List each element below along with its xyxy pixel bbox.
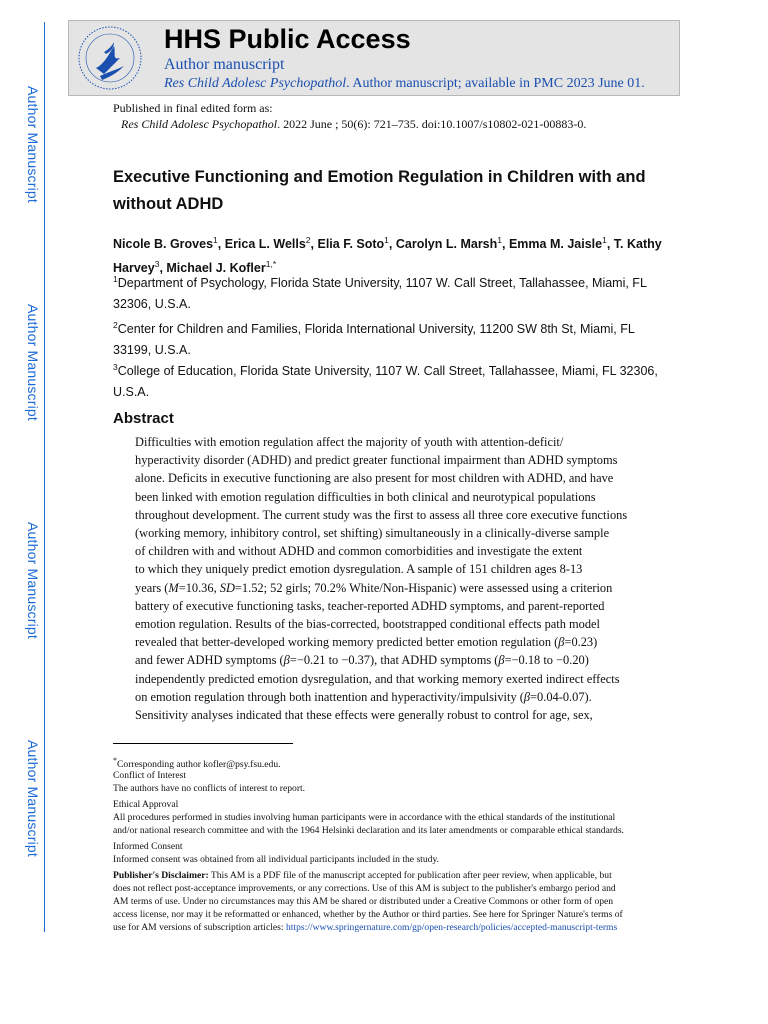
affiliation xyxy=(113,357,673,402)
abstract-line: Difficulties with emotion regulation affect the majority of youth with attention-deficit/ xyxy=(135,435,564,449)
author-name: T. Kathy Harvey xyxy=(113,237,662,276)
author-affiliation-sup: 1 xyxy=(213,235,218,245)
author-name: Emma M. Jaisle xyxy=(508,237,603,252)
author-affiliation-sup: 1 xyxy=(602,235,607,245)
author-affiliation-sup: 2 xyxy=(305,235,311,245)
hhs-eagle-logo-icon xyxy=(74,24,146,92)
abstract-line: independently predicted emotion dysregulation, and that working memory exerted indirect effects xyxy=(135,671,620,686)
affiliation xyxy=(113,315,673,360)
abstract-line: throughout development. The current study was the first to assess all three core executive functions xyxy=(135,507,628,522)
corresponding-mark: * xyxy=(113,756,117,765)
abstract-line: alone. Deficits in executive functioning are also present for most children with ADHD, and have xyxy=(135,471,614,486)
author-affiliation-sup: 3 xyxy=(154,259,160,270)
citation-details: . 2022 June ; 50(6): 721–735. doi:10.1007/s10802-021-00883-0. xyxy=(277,117,587,131)
abstract-line: been linked with emotion regulation difficulties in both clinical and neurotypical populations xyxy=(135,489,596,504)
affiliation-number: 3 xyxy=(113,362,118,372)
citation-journal: Res Child Adolesc Psychopathol xyxy=(121,117,278,131)
author-name: Michael J. Kofler xyxy=(166,261,266,276)
coi-heading: Conflict of Interest xyxy=(113,770,186,781)
author-affiliation-sup: 1 xyxy=(384,235,389,245)
abstract-line: on emotion regulation through both inattention and hyperactivity/impulsivity (β=0.04-0.07). xyxy=(135,689,592,704)
journal-availability xyxy=(164,76,645,92)
ethics-line: and/or national research committee and with the 1964 Helsinki declaration and its later amendments or comparable ethical standards. xyxy=(113,825,624,836)
abstract-line: revealed that better-developed working memory predicted better emotion regulation (β=0.23) xyxy=(135,635,598,650)
author-name: Carolyn L. Marsh xyxy=(395,237,498,252)
ethics-heading: Ethical Approval xyxy=(113,799,179,810)
availability-text: . Author manuscript; available in PMC 2023 June 01. xyxy=(346,76,645,91)
disclaimer-label: Publisher's Disclaimer: xyxy=(113,870,209,881)
side-rule xyxy=(44,22,45,932)
abstract-line: emotion regulation. Results of the bias-corrected, bootstrapped conditional effects path model xyxy=(135,617,600,632)
affiliation-number: 2 xyxy=(113,320,118,330)
journal-name: Res Child Adolesc Psychopathol xyxy=(164,76,347,91)
abstract-line: to which they uniquely predict emotion dysregulation. A sample of 151 children ages 8-13 xyxy=(135,562,583,577)
disclaimer-line: use for AM versions of subscription articles: xyxy=(113,922,286,933)
published-in-label: Published in final edited form as: xyxy=(113,101,273,115)
ethics-line: All procedures performed in studies involving human participants were in accordance with the ethical standards of the institutional xyxy=(113,812,616,823)
abstract-line: Sensitivity analyses indicated that these effects were generally robust to control for age, sex, xyxy=(135,708,593,723)
disclaimer-line: does not reflect post-acceptance improvements, or any corrections. Use of this AM is subject to the publisher's embargo period and xyxy=(113,883,616,894)
affiliation-text: College of Education, Florida State University, 1107 W. Call Street, Tallahassee, Miami, FL 32306, U.S.A. xyxy=(113,364,658,399)
side-author-manuscript-label: Author Manuscript xyxy=(25,304,41,422)
article-title: Executive Functioning and Emotion Regulation in Children with and without ADHD xyxy=(113,168,646,213)
affiliation-number: 1 xyxy=(113,274,118,284)
disclaimer-line: access license, nor may it be reformatted or enhanced, whether by the Author or third parties. See here for Springer Nature's terms of xyxy=(113,909,623,920)
author-affiliation-sup: 1,* xyxy=(265,259,277,270)
abstract-line: years (M=10.36, SD=1.52; 52 girls; 70.2% White/Non-Hispanic) were assessed using a criterion xyxy=(135,580,613,595)
abstract-line: battery of executive functioning tasks, teacher-reported ADHD symptoms, and parent-reported xyxy=(135,598,605,613)
corresponding-author-text: Corresponding author kofler@psy.fsu.edu. xyxy=(117,759,281,771)
author-list: Nicole B. Groves$^1$, Erica L. Wells$^2$, Elia F. Soto$^1$, Carolyn L. Marsh$^1$, Emma M. Jaisle$^1$, T. Kathy Harvey$^3$, Michael J. Kofler$^{1,*}$ xyxy=(113,235,662,276)
consent-text: Informed consent was obtained from all individual participants included in the study. xyxy=(113,854,440,865)
author-name: Erica L. Wells xyxy=(224,237,306,252)
coi-text: The authors have no conflicts of interest to report. xyxy=(113,783,306,794)
side-author-manuscript-label: Author Manuscript xyxy=(25,86,41,204)
affiliation-text: Department of Psychology, Florida State University, 1107 W. Call Street, Tallahassee, Miami, FL 32306, U.S.A. xyxy=(113,276,647,311)
affiliation xyxy=(113,269,673,314)
citation xyxy=(121,117,586,132)
hhs-public-access-title: HHS Public Access xyxy=(164,24,411,54)
am-terms-link[interactable]: https://www.springernature.com/gp/open-research/policies/accepted-manuscript-terms xyxy=(285,922,618,933)
disclaimer-line: This AM is a PDF file of the manuscript accepted for publication after peer review, when applicable, but xyxy=(208,870,612,881)
abstract-body xyxy=(135,433,643,724)
author-name: Nicole B. Groves xyxy=(113,237,214,252)
publisher-disclaimer xyxy=(113,869,653,934)
abstract-heading: Abstract xyxy=(113,410,174,427)
author-manuscript-label: Author manuscript xyxy=(164,56,285,73)
side-author-manuscript-label: Author Manuscript xyxy=(25,522,41,640)
side-author-manuscript-label: Author Manuscript xyxy=(25,740,41,858)
author-name: Elia F. Soto xyxy=(317,237,385,252)
abstract-line: (working memory, inhibitory control, set shifting) simultaneously in a clinically-diverse sample xyxy=(135,526,610,541)
abstract-line: hyperactivity disorder (ADHD) and predict greater functional impairment than ADHD symptoms xyxy=(135,453,618,468)
disclaimer-line: AM terms of use. Under no circumstances may this AM be shared or distributed under a Creative Commons or other form of open xyxy=(113,896,614,907)
affiliation-text: Center for Children and Families, Florida International University, 11200 SW 8th St, Miami, FL 33199, U.S.A. xyxy=(113,322,635,357)
footnote-rule xyxy=(113,743,293,744)
author-affiliation-sup: 1 xyxy=(497,235,503,245)
abstract-line: of children with and without ADHD and common comorbidities and investigate the extent xyxy=(135,544,583,559)
abstract-line: and fewer ADHD symptoms (β=−0.21 to −0.37), that ADHD symptoms (β=−0.18 to −0.20) xyxy=(135,653,589,668)
consent-heading: Informed Consent xyxy=(113,841,183,852)
ethics-text xyxy=(113,811,653,837)
